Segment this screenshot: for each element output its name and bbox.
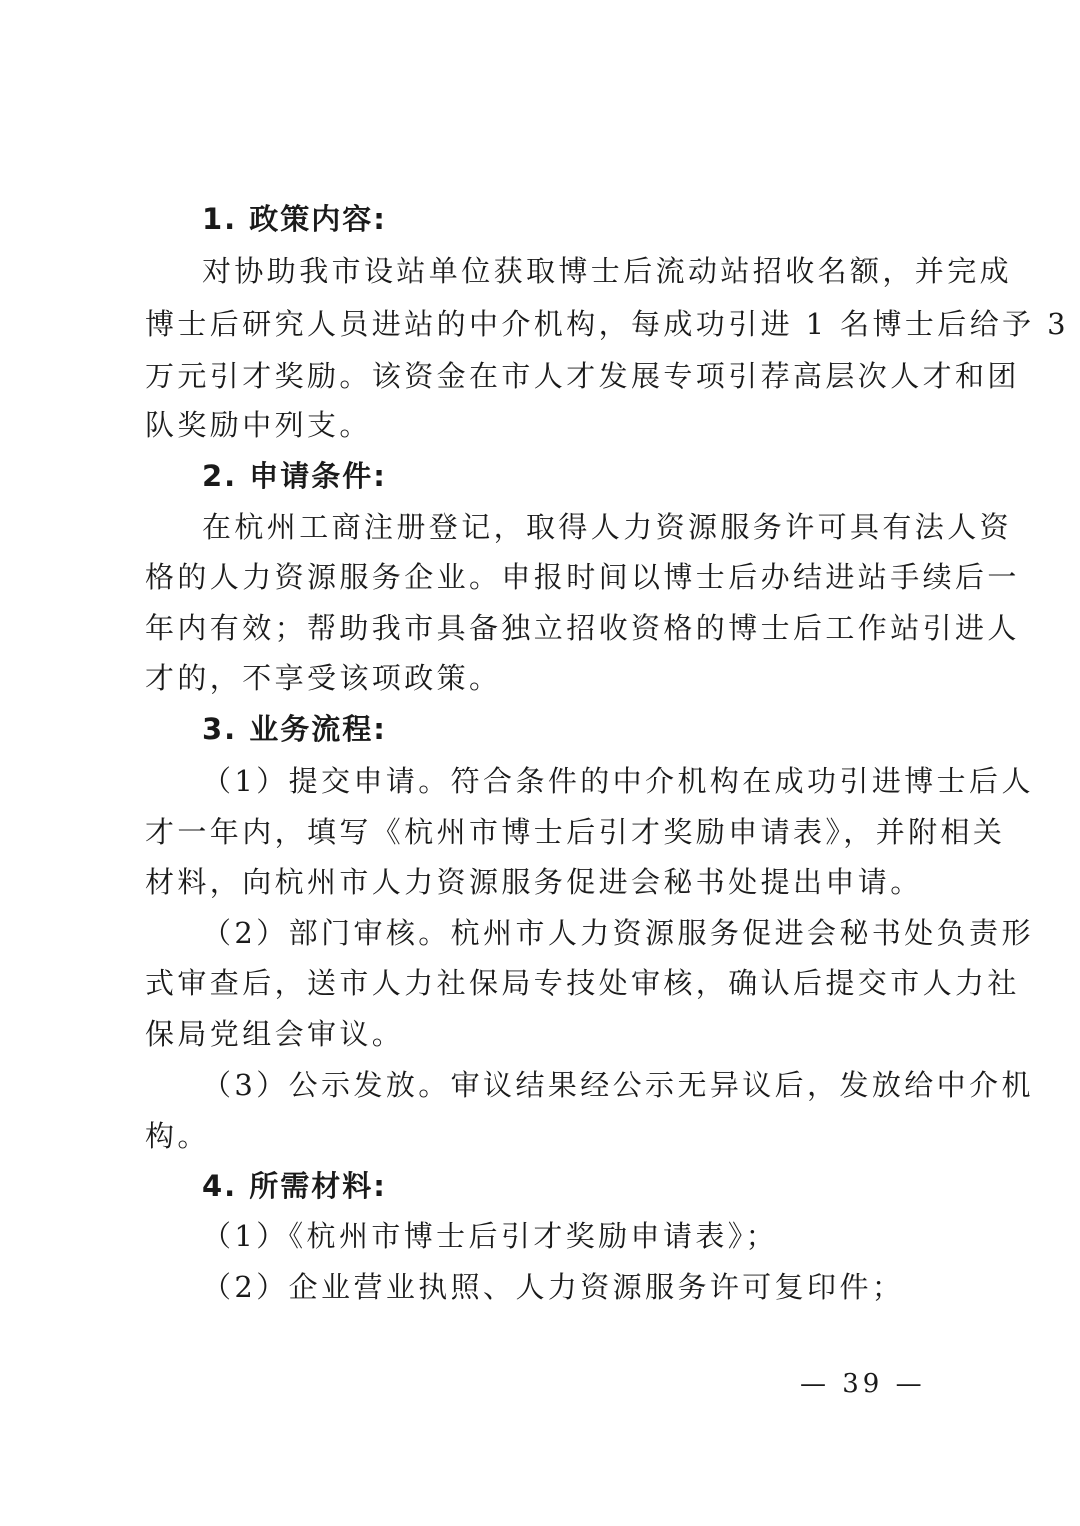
section-3-line-6: 保局党组会审议。	[145, 1017, 405, 1051]
section-4-heading: 4. 所需材料:	[202, 1169, 387, 1203]
section-3-heading: 3. 业务流程:	[202, 712, 387, 746]
section-3-line-3: 材料，向杭州市人力资源服务促进会秘书处提出申请。	[145, 865, 923, 899]
section-2-line-4: 才的，不享受该项政策。	[145, 661, 502, 695]
section-2-line-1: 在杭州工商注册登记，取得人力资源服务许可具有法人资	[202, 510, 1013, 544]
section-3-line-5: 式审查后，送市人力社保局专技处审核，确认后提交市人力社	[145, 966, 1020, 1000]
section-3-line-8: 构。	[145, 1119, 210, 1153]
section-3-line-1: （1）提交申请。符合条件的中介机构在成功引进博士后人	[202, 764, 1034, 798]
section-4-line-1: （1）《杭州市博士后引才奖励申请表》；	[202, 1219, 779, 1253]
section-4-line-2: （2）企业营业执照、人力资源服务许可复印件；	[202, 1270, 905, 1304]
section-2-line-3: 年内有效；帮助我市具备独立招收资格的博士后工作站引进人	[145, 611, 1020, 645]
section-3-line-2: 才一年内，填写《杭州市博士后引才奖励申请表》，并附相关	[145, 815, 1006, 849]
section-1-line-1: 对协助我市设站单位获取博士后流动站招收名额，并完成	[202, 254, 1013, 288]
section-3-line-4: （2）部门审核。杭州市人力资源服务促进会秘书处负责形	[202, 916, 1034, 950]
section-2-heading: 2. 申请条件:	[202, 459, 387, 493]
section-2-line-2: 格的人力资源服务企业。申报时间以博士后办结进站手续后一	[145, 560, 1020, 594]
section-1-line-3: 万元引才奖励。该资金在市人才发展专项引荐高层次人才和团	[145, 359, 1020, 393]
section-1-line-4: 队奖励中列支。	[145, 408, 372, 442]
section-1-heading: 1. 政策内容:	[202, 202, 387, 236]
page-number: — 39 —	[800, 1369, 926, 1399]
section-3-line-7: （3）公示发放。审议结果经公示无异议后，发放给中介机	[202, 1068, 1034, 1102]
section-1-line-2: 博士后研究人员进站的中介机构，每成功引进 1 名博士后给予 3	[145, 307, 1069, 341]
